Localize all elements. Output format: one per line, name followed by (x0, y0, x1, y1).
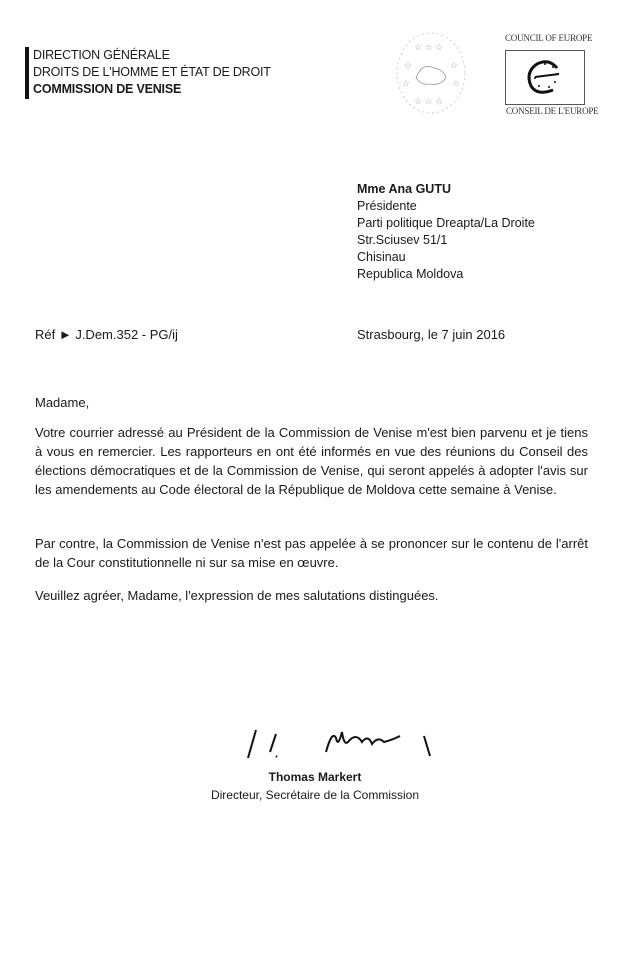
letterhead-commission: COMMISSION DE VENISE (33, 82, 182, 96)
letter-paragraph: Votre courrier adressé au Président de la Commission de Venise m'est bien parvenu et je tiens à vous en remercier. Les rapporteurs en ont été informés en vue des réunions du Conseil des élections démocratiques et de la Commission de Venise, qui seront appelés à adopter l'avis sur les amendements au Code électoral de la République de Moldova cette semaine à Venise. (35, 425, 588, 497)
letter-paragraph: Veuillez agréer, Madame, l'expression de mes salutations distinguées. (35, 588, 439, 603)
letter-paragraph: Par contre, la Commission de Venise n'est pas appelée à se prononcer sur le contenu de l'arrêt de la Cour constitutionnelle ni sur sa mise en œuvre. (35, 536, 588, 570)
letterhead-line: DIRECTION GÉNÉRALE (33, 48, 170, 62)
coe-logo-top-text: COUNCIL OF EUROPE (505, 33, 593, 43)
svg-text:☆ ☆ ☆: ☆ ☆ ☆ (414, 96, 444, 106)
address-line: Str.Sciusev 51/1 (357, 233, 448, 247)
letterhead (33, 47, 271, 98)
place-date: Strasbourg, le 7 juin 2016 (357, 327, 506, 342)
header-bar (25, 47, 29, 99)
venice-commission-seal-logo (392, 28, 470, 118)
svg-text:☆: ☆ (404, 60, 413, 70)
council-of-europe-logo (505, 50, 585, 105)
recipient-address (357, 181, 535, 283)
address-line: Republica Moldova (357, 267, 464, 281)
coe-logo-bottom-text: CONSEIL DE L'EUROPE (506, 106, 599, 116)
signatory-name: Thomas Markert (268, 770, 362, 784)
svg-text:☆: ☆ (452, 78, 461, 88)
recipient-name: Mme Ana GUTU (357, 182, 451, 196)
signature-block (200, 768, 430, 804)
address-line: Chisinau (357, 250, 406, 264)
signatory-title: Directeur, Secrétaire de la Commission (210, 788, 420, 802)
letterhead-line: DROITS DE L'HOMME ET ÉTAT DE DROIT (33, 65, 271, 79)
svg-text:☆: ☆ (450, 60, 459, 70)
svg-text:☆: ☆ (402, 78, 411, 88)
handwritten-signature (240, 722, 460, 762)
reference: Réf ► J.Dem.352 - PG/ij (35, 327, 178, 342)
svg-text:☆ ☆ ☆: ☆ ☆ ☆ (414, 42, 444, 52)
address-line: Parti politique Dreapta/La Droite (357, 216, 535, 230)
salutation: Madame, (35, 395, 90, 410)
address-line: Présidente (357, 199, 417, 213)
